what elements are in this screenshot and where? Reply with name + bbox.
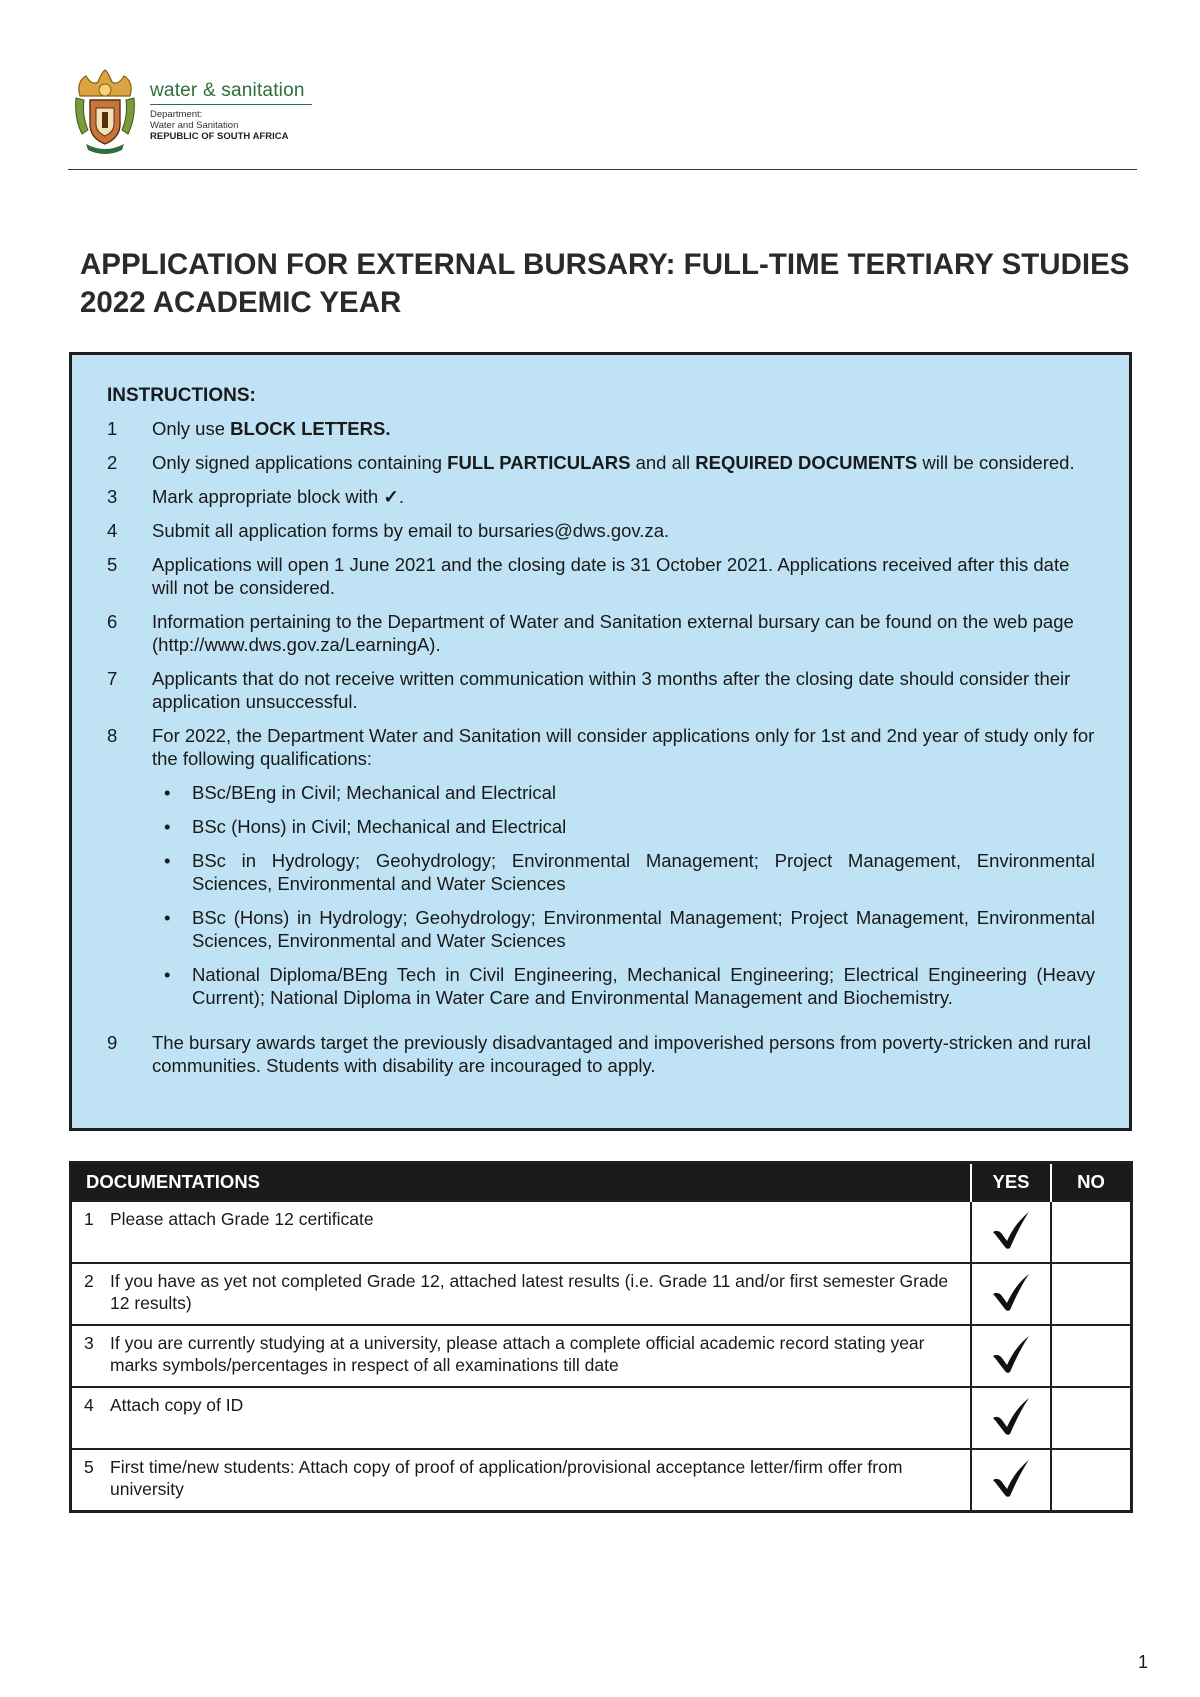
row-number: 5 xyxy=(84,1457,94,1477)
department-label: Department: xyxy=(150,109,203,120)
bullet-icon: • xyxy=(164,964,171,985)
row-number: 4 xyxy=(84,1395,94,1415)
department-branding xyxy=(150,80,312,142)
row-description xyxy=(71,1449,972,1512)
instruction-text xyxy=(152,724,1095,1020)
instruction-number: 3 xyxy=(107,486,118,507)
instruction-item xyxy=(107,1031,1095,1077)
no-checkbox[interactable] xyxy=(1051,1449,1132,1512)
instruction-number: 6 xyxy=(107,611,118,632)
qualification-item xyxy=(152,963,1095,1009)
instruction-item xyxy=(107,485,1095,508)
no-checkbox[interactable] xyxy=(1051,1387,1132,1449)
column-header-no: NO xyxy=(1051,1163,1132,1202)
qualification-text: BSc (Hons) in Hydrology; Geohydrology; Environmental Management; Project Management, Environmental Sciences, Environmental and Water Sciences xyxy=(192,907,1095,951)
yes-checkbox[interactable] xyxy=(971,1387,1051,1449)
instruction-text: Information pertaining to the Department of Water and Sanitation external bursary can be found on the web page (http://www.dws.gov.za/LearningA). xyxy=(152,611,1074,655)
row-description xyxy=(71,1263,972,1325)
country-name: REPUBLIC OF SOUTH AFRICA xyxy=(150,131,289,142)
bullet-icon: • xyxy=(164,907,171,928)
instruction-item xyxy=(107,417,1095,440)
instruction-text-part: Only signed applications containing xyxy=(152,452,448,473)
instruction-item xyxy=(107,519,1095,542)
bullet-icon: • xyxy=(164,816,171,837)
instruction-text: Applicants that do not receive written communication within 3 months after the closing date should consider their application unsuccessful. xyxy=(152,668,1071,712)
row-text: First time/new students: Attach copy of proof of application/provisional acceptance letter/firm offer from university xyxy=(110,1457,903,1499)
letterhead xyxy=(72,66,1137,170)
row-number: 1 xyxy=(84,1209,94,1229)
instruction-text-part: . xyxy=(398,486,405,507)
checkmark-icon xyxy=(989,1332,1033,1376)
instruction-emphasis: FULL PARTICULARS xyxy=(447,452,631,473)
qualification-text: BSc/BEng in Civil; Mechanical and Electrical xyxy=(192,782,556,803)
instruction-item xyxy=(107,610,1095,656)
page-title: APPLICATION FOR EXTERNAL BURSARY: FULL-TIME TERTIARY STUDIES 2022 ACADEMIC YEAR xyxy=(80,248,1130,319)
row-description xyxy=(71,1325,972,1387)
row-text: If you are currently studying at a university, please attach a complete official academic record stating year marks symbols/percentages in respect of all examinations till date xyxy=(110,1333,925,1375)
coat-of-arms-icon xyxy=(72,68,138,154)
qualification-item xyxy=(152,906,1095,952)
checkmark-icon: ✓ xyxy=(383,486,399,507)
row-text: If you have as yet not completed Grade 12, attached latest results (i.e. Grade 11 and/or first semester Grade 12 results) xyxy=(110,1271,949,1313)
instruction-text-part: For 2022, the Department Water and Sanitation will consider applications only for 1st and 2nd year of study only for the following qualifications: xyxy=(152,725,1095,769)
instruction-number: 1 xyxy=(107,418,118,439)
column-header-documentations: DOCUMENTATIONS xyxy=(71,1163,972,1202)
instruction-text: Submit all application forms by email to bursaries@dws.gov.za. xyxy=(152,520,670,541)
instructions-heading: INSTRUCTIONS: xyxy=(107,385,256,406)
no-checkbox[interactable] xyxy=(1051,1325,1132,1387)
department-name: Water and Sanitation xyxy=(150,120,239,131)
instruction-text xyxy=(152,485,1095,508)
instruction-text: The bursary awards target the previously disadvantaged and impoverished persons from poverty-stricken and rural communities. Students with disability are incouraged to apply. xyxy=(152,1032,1091,1076)
bullet-icon: • xyxy=(164,782,171,803)
table-row xyxy=(71,1325,1132,1387)
instruction-text: Applications will open 1 June 2021 and the closing date is 31 October 2021. Applications received after this date will not be considered. xyxy=(152,554,1070,598)
table-row xyxy=(71,1201,1132,1263)
instruction-number: 9 xyxy=(107,1032,118,1053)
instruction-text xyxy=(152,417,1095,440)
table-row xyxy=(71,1449,1132,1512)
row-description xyxy=(71,1201,972,1263)
instruction-number: 2 xyxy=(107,452,118,473)
table-row xyxy=(71,1387,1132,1449)
instruction-item xyxy=(107,451,1095,474)
checkmark-icon xyxy=(989,1208,1033,1252)
row-text: Attach copy of ID xyxy=(110,1395,244,1415)
yes-checkbox[interactable] xyxy=(971,1325,1051,1387)
instruction-text-part: and all xyxy=(630,452,696,473)
qualification-item xyxy=(152,781,1095,804)
brand-name: water & sanitation xyxy=(150,80,305,101)
table-row xyxy=(71,1263,1132,1325)
column-header-yes: YES xyxy=(971,1163,1051,1202)
row-text: Please attach Grade 12 certificate xyxy=(110,1209,374,1229)
checkmark-icon xyxy=(989,1270,1033,1314)
qualification-item xyxy=(152,815,1095,838)
yes-checkbox[interactable] xyxy=(971,1263,1051,1325)
instruction-text-part: will be considered. xyxy=(917,452,1075,473)
no-checkbox[interactable] xyxy=(1051,1263,1132,1325)
documentations-table xyxy=(69,1161,1133,1513)
instruction-item xyxy=(107,667,1095,713)
table-header-row xyxy=(71,1163,1132,1202)
checkmark-icon xyxy=(989,1456,1033,1500)
instruction-text-part: Only use xyxy=(152,418,231,439)
instruction-emphasis: BLOCK LETTERS. xyxy=(230,418,391,439)
bullet-icon: • xyxy=(164,850,171,871)
row-description xyxy=(71,1387,972,1449)
brand-divider xyxy=(150,104,312,105)
qualifications-list xyxy=(152,781,1095,1009)
yes-checkbox[interactable] xyxy=(971,1201,1051,1263)
no-checkbox[interactable] xyxy=(1051,1201,1132,1263)
instruction-number: 5 xyxy=(107,554,118,575)
instruction-item xyxy=(107,553,1095,599)
qualification-item xyxy=(152,849,1095,895)
header-divider xyxy=(68,169,1137,170)
instruction-number: 8 xyxy=(107,725,118,746)
instructions-list xyxy=(107,417,1095,1077)
instruction-number: 7 xyxy=(107,668,118,689)
checkmark-icon xyxy=(989,1394,1033,1438)
instruction-text-part: Mark appropriate block with xyxy=(152,486,384,507)
qualification-text: National Diploma/BEng Tech in Civil Engineering, Mechanical Engineering; Electrical Engineering (Heavy Current); National Diploma in Water Care and Environmental Management and Biochemistry. xyxy=(192,964,1095,1008)
instruction-emphasis: REQUIRED DOCUMENTS xyxy=(695,452,918,473)
page-number: 1 xyxy=(1137,1652,1148,1672)
instruction-item xyxy=(107,724,1095,1020)
instruction-text xyxy=(152,451,1095,474)
qualification-text: BSc (Hons) in Civil; Mechanical and Electrical xyxy=(192,816,567,837)
instruction-number: 4 xyxy=(107,520,118,541)
qualification-text: BSc in Hydrology; Geohydrology; Environmental Management; Project Management, Environmental Sciences, Environmental and Water Sciences xyxy=(192,850,1095,894)
row-number: 3 xyxy=(84,1333,94,1353)
row-number: 2 xyxy=(84,1271,94,1291)
instructions-box xyxy=(69,352,1132,1131)
yes-checkbox[interactable] xyxy=(971,1449,1051,1512)
